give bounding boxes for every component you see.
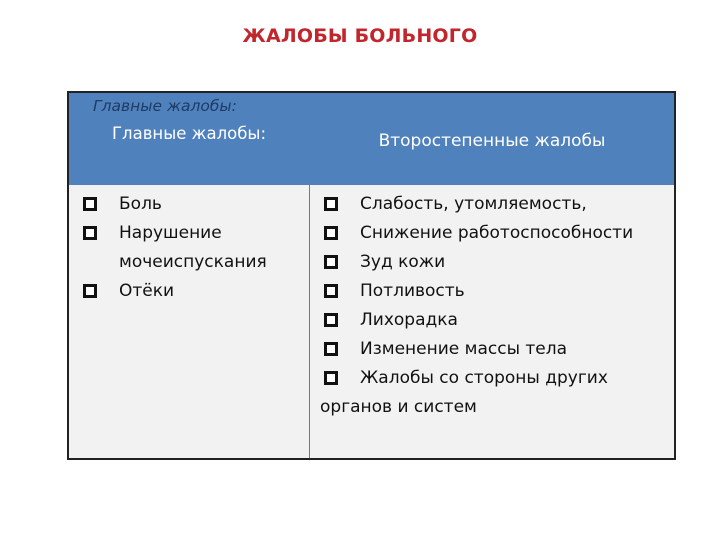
list-item (320, 335, 672, 364)
checkbox-square-icon (83, 197, 97, 211)
list-item (320, 277, 672, 306)
checkbox-square-icon (83, 284, 97, 298)
list-item-label: Изменение массы тела (360, 339, 568, 359)
secondary-complaints-list (320, 190, 672, 422)
list-item-label: Слабость, утомляемость, (360, 194, 587, 214)
list-item-label: Зуд кожи (360, 252, 446, 272)
list-item-label: Боль (119, 194, 162, 214)
list-item (320, 219, 672, 248)
list-item (320, 364, 672, 422)
checkbox-square-icon (324, 371, 338, 385)
list-item (320, 306, 672, 335)
list-item (79, 277, 305, 306)
secondary-complaints-header: Второстепенные жалобы (378, 131, 606, 151)
complaints-table (67, 91, 676, 460)
checkbox-square-icon (324, 226, 338, 240)
list-item (320, 190, 672, 219)
list-item (79, 219, 305, 277)
list-item (79, 190, 305, 219)
list-item (320, 248, 672, 277)
list-item-label: Нарушение мочеиспускания (119, 223, 267, 272)
checkbox-square-icon (324, 284, 338, 298)
main-complaints-header (69, 93, 309, 185)
list-item-label: Снижение работоспособности (360, 223, 634, 243)
checkbox-square-icon (324, 313, 338, 327)
list-item-label: Жалобы со стороны других органов и систем (320, 368, 608, 417)
list-item-label: Лихорадка (360, 310, 458, 330)
checkbox-square-icon (324, 197, 338, 211)
main-complaints-header-label: Главные жалобы: (111, 124, 267, 143)
list-item-label: Отёки (119, 281, 175, 301)
checkbox-square-icon (324, 255, 338, 269)
main-complaints-header-italic: Главные жалобы: (93, 97, 237, 115)
page-title: ЖАЛОБЫ БОЛЬНОГО (242, 25, 478, 47)
checkbox-square-icon (83, 226, 97, 240)
main-complaints-list (79, 190, 305, 306)
checkbox-square-icon (324, 342, 338, 356)
list-item-label: Потливость (360, 281, 465, 301)
